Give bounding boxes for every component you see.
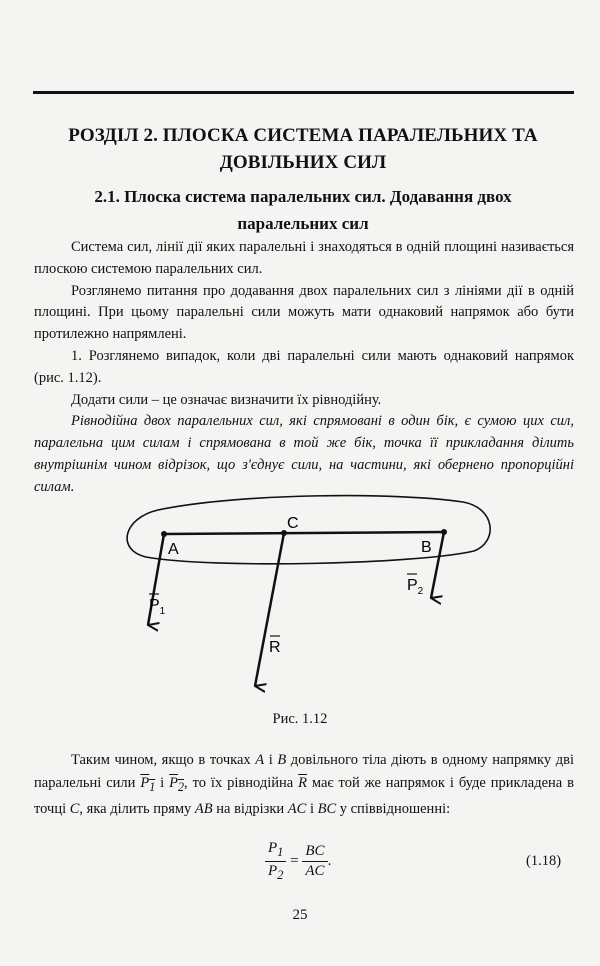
paragraph-conclusion: Таким чином, якщо в точках A і B довільного тіла діють в одному напрямку дві паралельні сили $P_1$ і $P_2$, то їх рівнодійна $\overline{R}$ має той же напрямок і буде прикладена в точці C, яка ділить пряму AB на відрізки AC і BC у співвідношенні: — [34, 752, 574, 817]
figure-1-12 — [118, 490, 498, 700]
paragraph-4: Додати сили – це означає визначити їх рівнодійну. — [71, 391, 382, 408]
force-r-arrow — [255, 533, 284, 686]
paragraph-3: 1. Розглянемо випадок, коли дві паралельні сили мають однаковий напрямок (рис. 1.12). — [34, 347, 574, 386]
paragraph-2: Розглянемо питання про додавання двох паралельних сил з лініями дії в одній площині. При цьому паралельні сили можуть мати однаковий напрямок або бути протилежно напрямлені. — [34, 282, 574, 343]
label-r: R — [269, 639, 281, 656]
equation-number: (1.18) — [526, 853, 562, 869]
body-text-2 — [34, 749, 574, 820]
section-title-line2: паралельних сил — [237, 214, 369, 233]
section-title — [40, 183, 566, 237]
body-text — [34, 237, 574, 499]
body-outline — [127, 496, 490, 564]
label-c: C — [287, 515, 299, 532]
paragraph-definition: Рівнодійна двох паралельних сил, які спрямовані в один бік, є сумою цих сил, паралельна цим силам і спрямована в той же бік, точка її прикладання ділить внутрішнім чином відрізок, що з'єднує сили, на частини, які обернено пропорційні силам. — [34, 413, 574, 495]
page-number: 25 — [292, 907, 308, 923]
formula-1-18: $\frac{P_1}{P_2}$ = $\frac{BC}{AC}$ . — [265, 840, 331, 883]
section-title-line1: 2.1. Плоска система паралельних сил. Додавання двох — [94, 187, 512, 206]
vector-r: $\overline{R}$ — [298, 774, 307, 791]
vector-p1: $P_1$ — [140, 774, 156, 794]
paragraph-1: Система сил, лінії дії яких паралельні і знаходяться в одній площині називається плоскою системою паралельних сил. — [34, 239, 574, 277]
fraction-right: $\frac{BC}{AC}$ — [302, 843, 327, 880]
header-rule — [33, 91, 574, 94]
chapter-title — [40, 122, 566, 176]
figure-caption: Рис. 1.12 — [272, 711, 328, 727]
chapter-title-line2: ДОВІЛЬНИХ СИЛ — [219, 152, 387, 173]
force-p2-arrow — [431, 532, 444, 598]
chapter-title-line1: РОЗДІЛ 2. ПЛОСКА СИСТЕМА ПАРАЛЕЛЬНИХ ТА — [68, 125, 538, 146]
vector-p2: $P_2$ — [169, 774, 185, 794]
fraction-left: $\frac{P_1}{P_2}$ — [265, 840, 286, 883]
label-p1: $P_1$ — [149, 597, 166, 617]
label-p2: $P_2$ — [407, 577, 424, 597]
segment-ab — [164, 532, 444, 534]
label-b: B — [421, 539, 432, 556]
label-a: A — [168, 541, 179, 558]
